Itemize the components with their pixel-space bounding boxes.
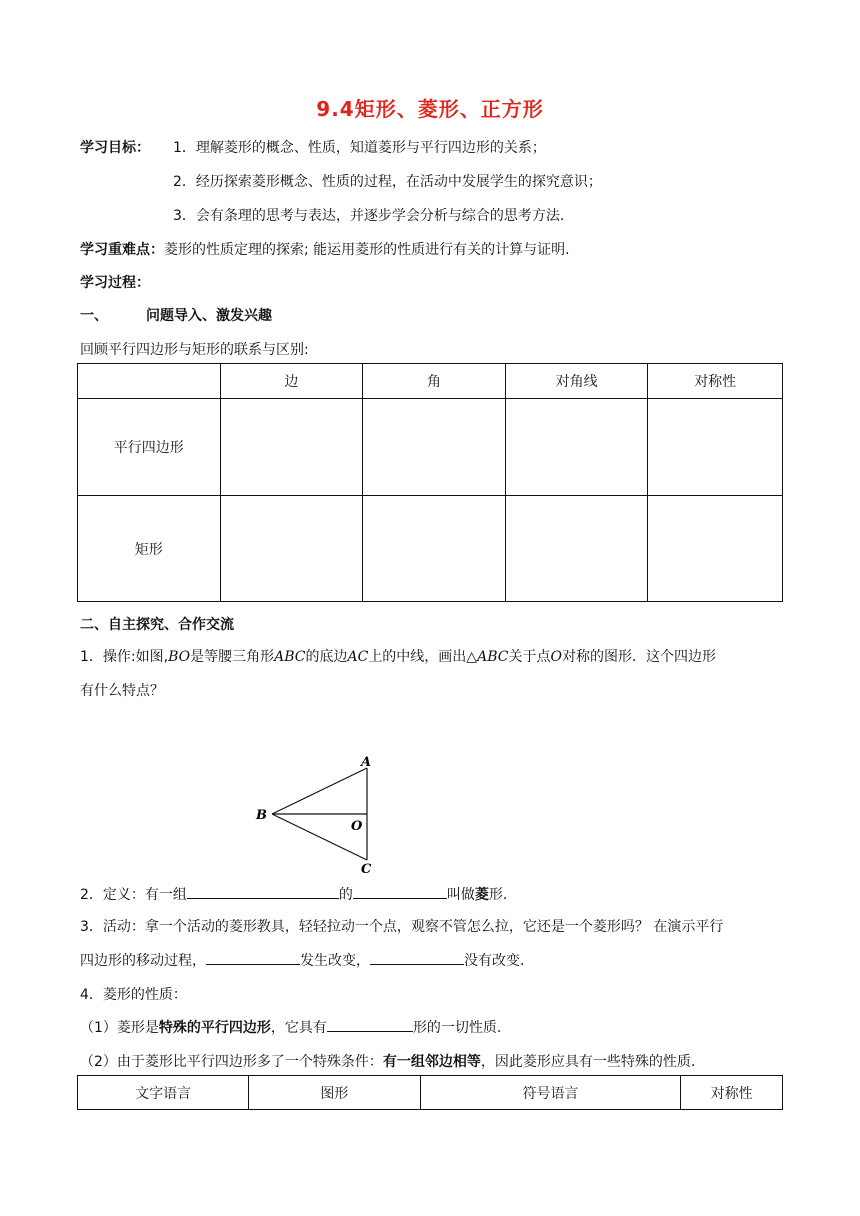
table-header-cell: 对称性 [648, 364, 783, 399]
q1-text: 是等腰三角形 [190, 649, 275, 665]
objectives-label: 学习目标： [80, 140, 150, 156]
key-points-label: 学习重难点： [80, 242, 164, 258]
q4-text: ，它具有 [270, 1020, 327, 1036]
q2-text: 叫做 [446, 887, 475, 903]
table-header-cell: 符号语言 [420, 1076, 681, 1110]
row-label-rectangle: 矩形 [78, 496, 221, 602]
answer-blank[interactable] [327, 1017, 413, 1032]
q1-text: 的底边 [305, 649, 348, 665]
key-points [80, 239, 570, 259]
section1-heading [80, 305, 272, 325]
question-3-line2 [80, 950, 524, 970]
question-4-title: 4．菱形的性质： [80, 987, 187, 1003]
q1-var-abc: ABC [274, 649, 306, 665]
q1-var-abc: ABC [477, 649, 509, 665]
q2-text: 形. [488, 887, 508, 903]
q1-var-o: O [550, 649, 562, 665]
table-cell [363, 496, 506, 602]
q3-text: 没有改变. [464, 953, 525, 969]
objective-item-2: 2．经历探索菱形概念、性质的过程，在活动中发展学生的探究意识； [173, 174, 602, 190]
table-cell [505, 399, 648, 496]
question-2 [80, 884, 507, 904]
table-header-cell: 对角线 [505, 364, 648, 399]
q4-bold-text: 有一组邻边相等 [382, 1054, 481, 1070]
vertex-label-a: A [361, 755, 372, 770]
table-header-cell: 图形 [249, 1076, 420, 1110]
table-header-cell: 边 [220, 364, 363, 399]
table-row [78, 399, 783, 496]
q4-text: 形的一切性质. [412, 1020, 502, 1036]
q3-text: 四边形的移动过程， [80, 953, 206, 969]
q4-text: ，因此菱形应具有一些特殊的性质. [480, 1054, 696, 1070]
answer-blank[interactable] [353, 884, 447, 899]
section1-number: 一、 [80, 308, 108, 324]
question-3-line1: 3．活动：拿一个活动的菱形教具，轻轻拉动一个点，观察不管怎么拉，它还是一个菱形吗？ 在演示平行 [80, 919, 724, 935]
objective-item-3: 3．会有条理的思考与表达，并逐步学会分析与综合的思考方法. [173, 208, 565, 224]
table-cell [220, 399, 363, 496]
q4-bold-text: 特殊的平行四边形 [158, 1020, 271, 1036]
table-cell [363, 399, 506, 496]
comparison-table [77, 363, 783, 602]
q1-text: 对称的图形．这个四边形 [561, 649, 716, 665]
table-cell [648, 496, 783, 602]
question-4-item-2 [80, 1051, 695, 1071]
point-label-o: O [351, 819, 363, 834]
page-title: 9.4矩形、菱形、正方形 [316, 97, 544, 121]
vertex-label-c: C [361, 862, 372, 876]
process-label: 学习过程： [80, 275, 150, 291]
q1-text: 上的中线，画出△ [368, 649, 478, 665]
q4-text: （2）由于菱形比平行四边形多了一个特殊条件： [80, 1054, 383, 1070]
q2-bold-term: 菱 [474, 887, 489, 903]
triangle-figure [250, 752, 390, 876]
table-cell [505, 496, 648, 602]
question-4-item-1 [80, 1017, 501, 1037]
table-header-row [78, 1076, 783, 1110]
section2-heading: 二、自主探究、合作交流 [80, 617, 234, 633]
q2-text: 的 [338, 887, 353, 903]
row-label-parallelogram: 平行四边形 [78, 399, 221, 496]
vertex-label-b: B [256, 808, 267, 823]
q1-text: 1．操作:如图, [80, 649, 169, 665]
section1-intro: 回顾平行四边形与矩形的联系与区别: [80, 342, 309, 358]
table-header-cell: 对称性 [681, 1076, 783, 1110]
table-header-row [78, 364, 783, 399]
q1-var-ac: AC [347, 649, 369, 665]
answer-blank[interactable] [370, 950, 464, 965]
q2-text: 2．定义：有一组 [80, 887, 187, 903]
table-header-cell: 角 [363, 364, 506, 399]
section1-title: 问题导入、激发兴趣 [146, 308, 272, 324]
table-header-cell [78, 364, 221, 399]
table-row [78, 496, 783, 602]
q1-var-bo: BO [168, 649, 191, 665]
table-cell [220, 496, 363, 602]
objective-item-1: 1．理解菱形的概念、性质，知道菱形与平行四边形的关系； [173, 140, 546, 156]
table-header-cell: 文字语言 [78, 1076, 249, 1110]
q1-text: 关于点 [508, 649, 551, 665]
properties-table [77, 1075, 783, 1110]
answer-blank[interactable] [206, 950, 300, 965]
answer-blank[interactable] [187, 884, 339, 899]
q4-text: （1）菱形是 [80, 1020, 159, 1036]
q3-text: 发生改变， [300, 953, 370, 969]
question-1 [80, 646, 716, 666]
key-points-text: 菱形的性质定理的探索; 能运用菱形的性质进行有关的计算与证明. [164, 242, 570, 258]
table-cell [648, 399, 783, 496]
question-1-line2: 有什么特点？ [80, 683, 164, 699]
